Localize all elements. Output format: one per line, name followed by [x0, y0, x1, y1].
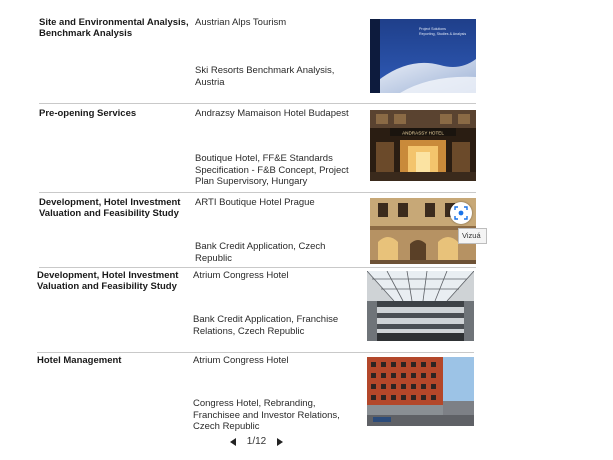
next-page-icon[interactable] [277, 438, 283, 446]
row1-thumbnail [370, 19, 476, 93]
row2-category: Pre-opening Services [39, 108, 137, 119]
row5-description: Congress Hotel, Rebranding, Franchisee and Investor Relations, Czech Republic [193, 398, 340, 432]
row1-category: Site and Environmental Analysis, Benchmark Analysis [39, 17, 189, 39]
row2-project: Andrazsy Mamaison Hotel Budapest [195, 108, 349, 119]
visual-search-tooltip: Vizuá [458, 228, 487, 244]
visual-search-icon[interactable] [450, 202, 472, 224]
row5-thumbnail [367, 357, 474, 426]
divider-3 [39, 267, 476, 268]
row3-category: Development, Hotel Investment Valuation and Feasibility Study [39, 197, 181, 219]
row2-thumbnail [370, 110, 476, 181]
row4-thumbnail [367, 271, 474, 341]
row1-project: Austrian Alps Tourism [195, 17, 287, 28]
row3-project: ARTI Boutique Hotel Prague [195, 197, 315, 208]
row4-category: Development, Hotel Investment Valuation and Feasibility Study [37, 270, 179, 292]
row1-description: Ski Resorts Benchmark Analysis, Austria [195, 65, 335, 88]
row1-thumb-caption-1: Project Solutions [419, 27, 446, 31]
row5-project: Atrium Congress Hotel [193, 355, 289, 366]
pagination [230, 436, 283, 447]
divider-1 [39, 103, 476, 104]
page-indicator: 1/12 [246, 436, 267, 447]
row5-category: Hotel Management [37, 355, 122, 366]
divider-4 [37, 352, 474, 353]
row1-thumb-caption-2: Reporting, Studies & Analysis [419, 32, 467, 36]
row2-description: Boutique Hotel, FF&E Standards Specification - F&B Concept, Project Plan Supervisory, Hungary [195, 153, 349, 187]
row4-description: Bank Credit Application, Franchise Relations, Czech Republic [193, 314, 339, 337]
row2-thumb-sign: ANDRASSY HOTEL [402, 130, 444, 136]
divider-2 [39, 192, 476, 193]
previous-page-icon[interactable] [230, 438, 236, 446]
row3-description: Bank Credit Application, Czech Republic [195, 241, 326, 264]
row4-project: Atrium Congress Hotel [193, 270, 289, 281]
